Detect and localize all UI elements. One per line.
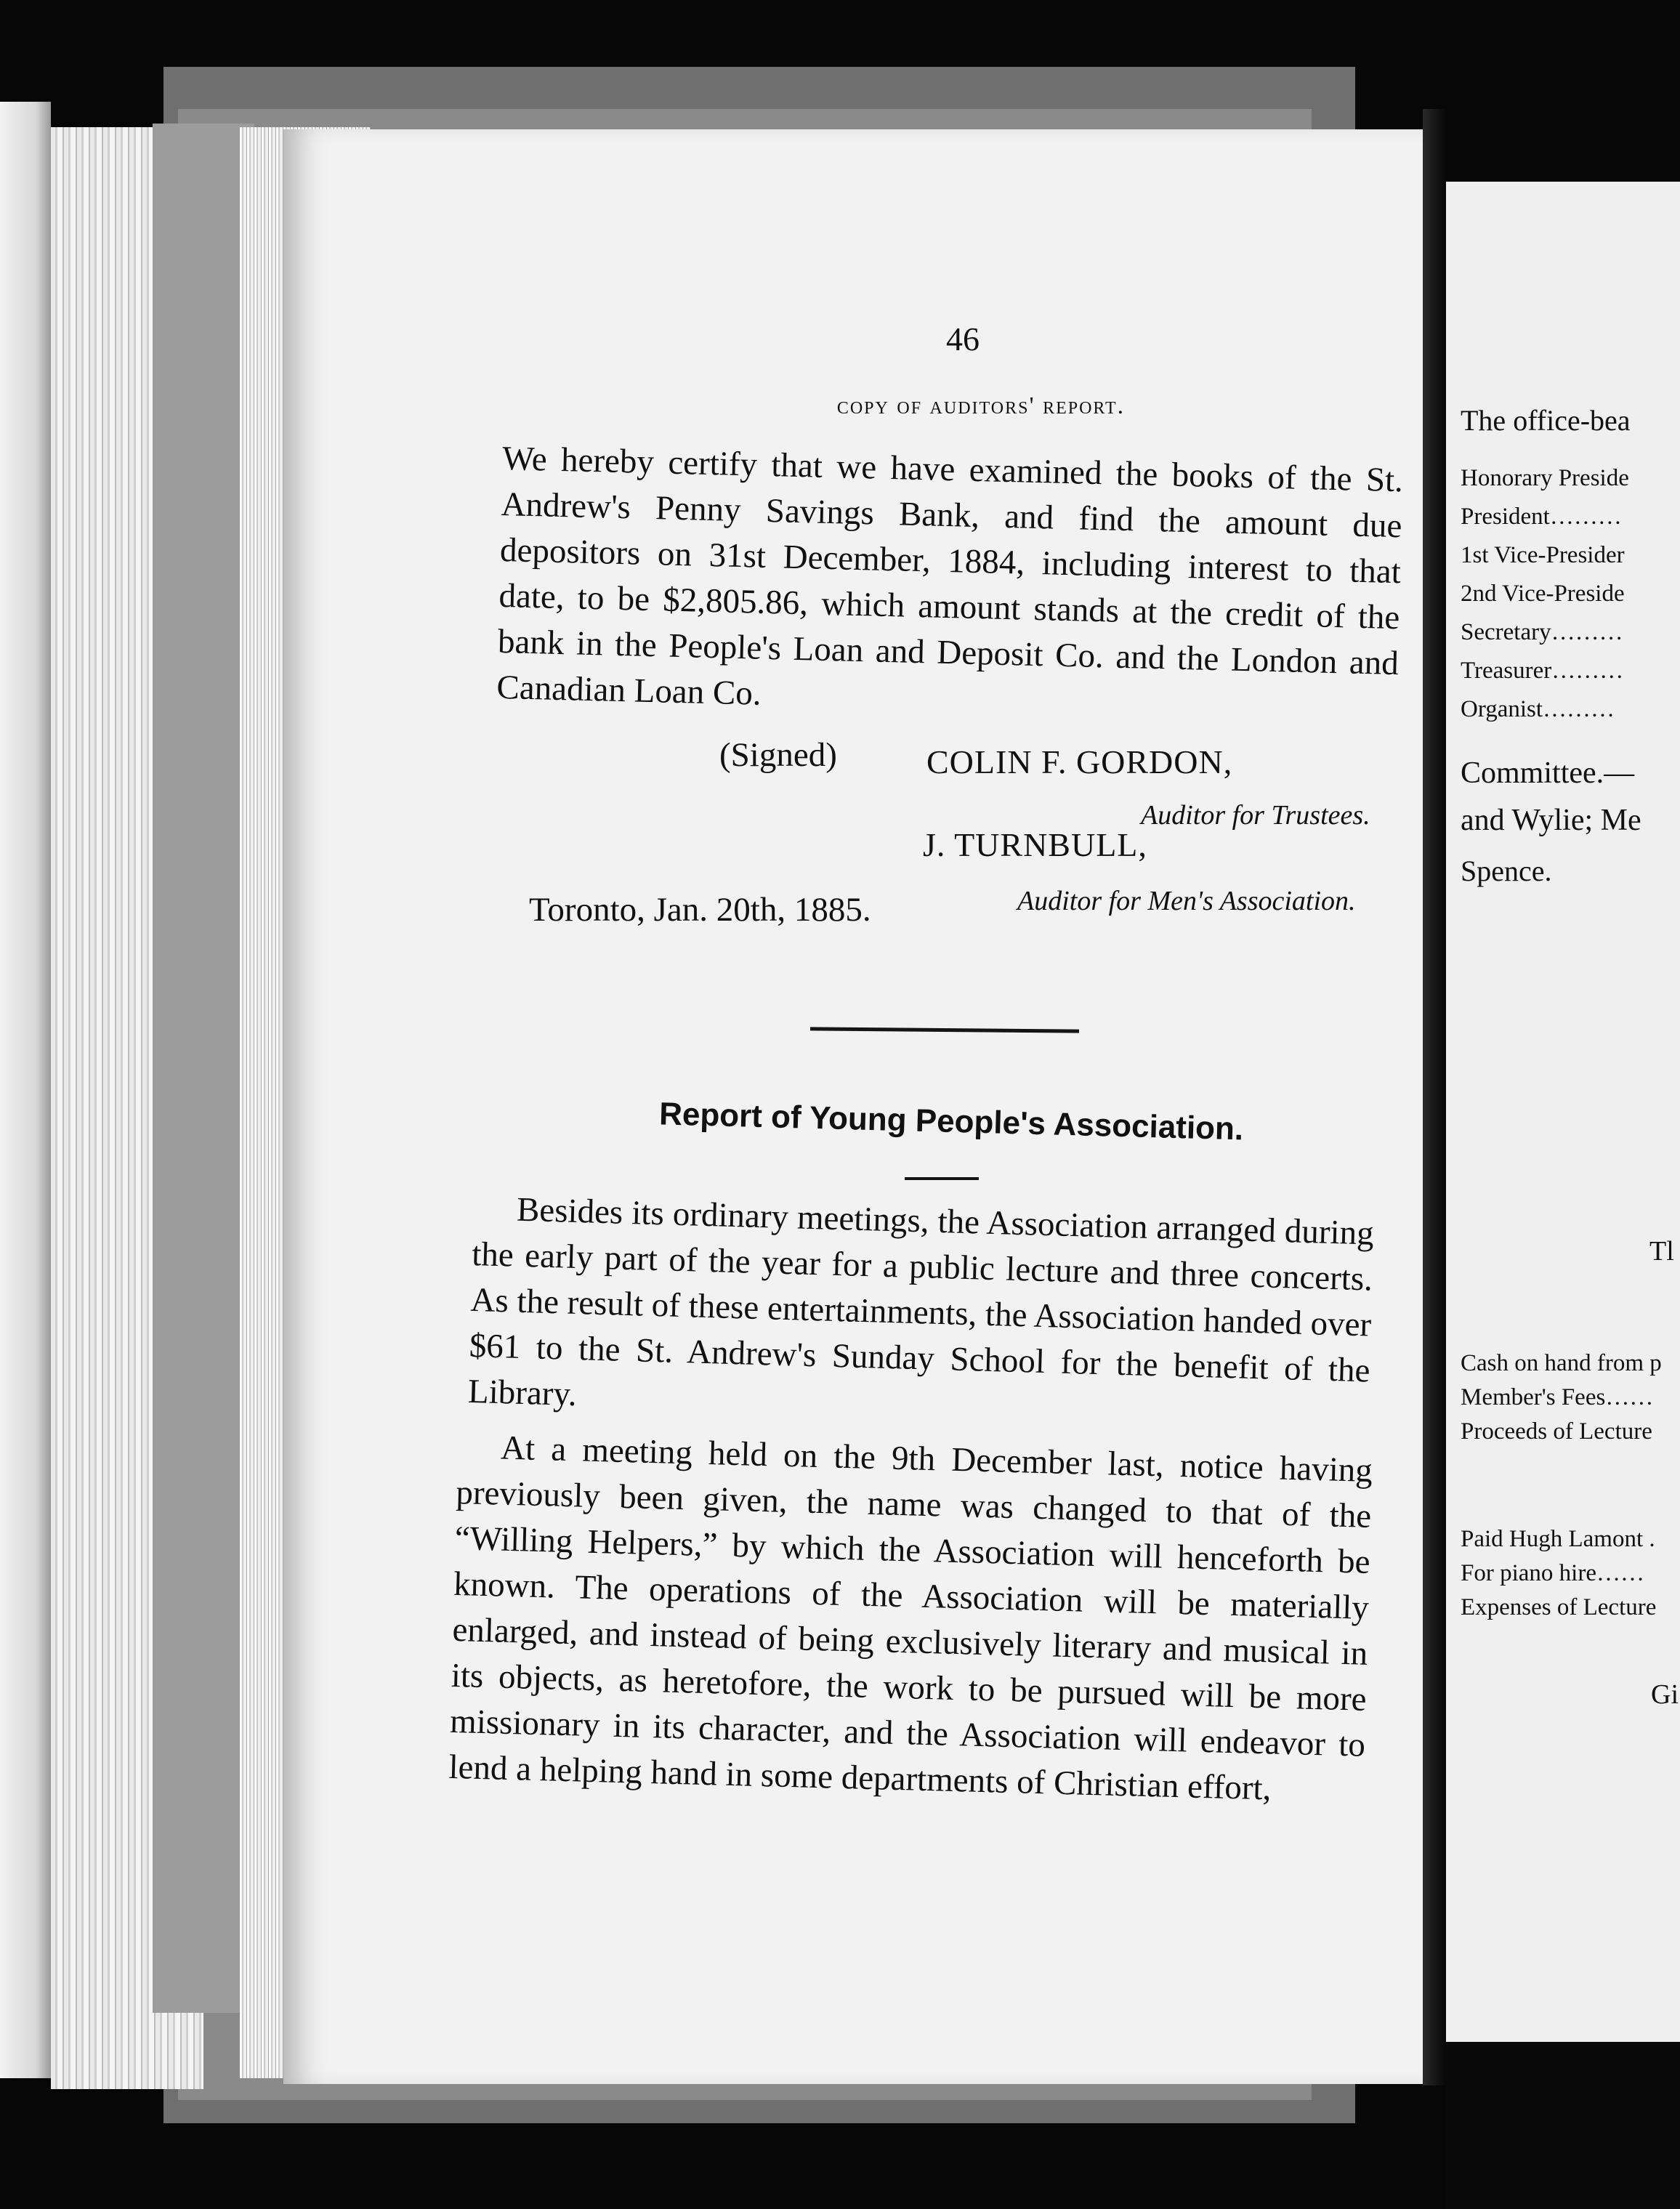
young-peoples-paragraph-1: Besides its ordinary meetings, the Association arranged during the early part of the year for a public lecture and three concerts. As the result of these entertainments, the Association handed over $61 to the St. Andrew's Sunday School for the benefit of the Library. [467, 1190, 1375, 1414]
office-bearers-heading: The office-bea [1461, 404, 1631, 437]
right-page-shadow [1446, 2042, 1680, 2209]
page-number: 46 [946, 320, 980, 358]
payment-row: Expenses of Lecture [1461, 1594, 1657, 1620]
officer-row: Treasurer……… [1461, 658, 1624, 684]
officer-row: President……… [1461, 504, 1622, 530]
signed-label: (Signed) [719, 736, 837, 774]
auditors-report-heading: copy of auditors' report. [836, 392, 1126, 419]
receipt-row: Cash on hand from p [1461, 1350, 1662, 1376]
young-peoples-heading: Report of Young People's Association. [658, 1096, 1244, 1147]
committee-line-2: and Wylie; Me [1461, 804, 1641, 837]
auditor-name-gordon: COLIN F. GORDON, [926, 743, 1233, 780]
section-heading-fragment: Tl [1649, 1236, 1674, 1267]
officer-row: Organist……… [1461, 696, 1615, 722]
auditor-role-trustees: Auditor for Trustees. [1141, 800, 1370, 831]
gray-flyleaf [153, 124, 254, 2013]
officer-row: 1st Vice-Presider [1461, 542, 1625, 568]
text-fragment-gi: Gi [1651, 1679, 1679, 1710]
auditor-name-turnbull: J. TURNBULL, [923, 826, 1147, 863]
officer-row: 2nd Vice-Preside [1461, 581, 1625, 607]
officer-row: Honorary Preside [1461, 465, 1629, 491]
scan-left-edge [0, 102, 51, 2078]
report-date: Toronto, Jan. 20th, 1885. [529, 891, 871, 929]
young-peoples-paragraph-2: At a meeting held on the 9th December last, notice having previously been given, the name was changed to that of the “Willing Helpers,” by which the Association will henceforth be known. The operations of the Association will be materially enlarged, and instead of being exclusively literary and musical in its objects, as heretofore, the work to be pursued will be more missionary in its character, and the Association will endeavor to lend a helping hand in some departments of Christian effort, [448, 1429, 1373, 1808]
auditors-report-paragraph: We hereby certify that we have examined the books of the St. Andrew's Penny Savings Bank, and find the amount due depositors on 31st December, 1884, including interest to that date, to be $2,805.86, which amount stands at the credit of the bank in the People's Loan and Deposit Co. and the London and Canadian Loan Co. [496, 439, 1404, 713]
committee-line-3: Spence. [1461, 855, 1552, 887]
heading-underline [905, 1177, 979, 1180]
officer-row: Secretary……… [1461, 619, 1623, 645]
right-page [1446, 182, 1680, 2042]
receipt-row: Member's Fees…… [1461, 1384, 1654, 1410]
payment-row: Paid Hugh Lamont . [1461, 1526, 1655, 1552]
committee-line: Committee.— [1461, 756, 1635, 790]
auditor-role-mens-association: Auditor for Men's Association. [1017, 886, 1356, 916]
payment-row: For piano hire…… [1461, 1560, 1644, 1586]
receipt-row: Proceeds of Lecture [1461, 1418, 1652, 1445]
